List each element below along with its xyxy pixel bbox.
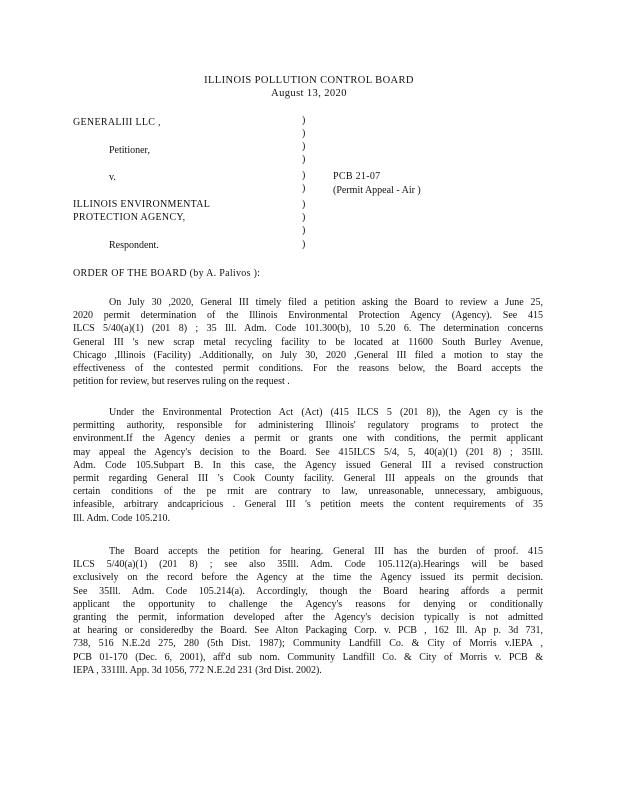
text-line: General III 's new scrap metal recycling facility to be located at 11600 South Burley Avenue, [73,336,543,348]
text-line: at hearing or consideredby the Board. See Alton Packaging Corp. v. PCB , 162 Ill. Ap p. 3d 731, [73,625,543,637]
text-line: environment.If the Agency denies a permit or grants one with conditions, the permit applicant [73,433,543,445]
petitioner-name: GENERALIII LLC , [73,117,161,128]
text-line: On July 30 ,2020, General III timely filed a petition asking the Board to review a June 25, [109,297,543,308]
text-line: IEPA , 331Ill. App. 3d 1056, 772 N.E.2d 231 (3rd Dist. 2002). [73,664,322,676]
text-line: certain conditions of the pe rmit are contrary to law, unreasonable, unnecessary, ambiguous, [73,486,543,498]
order-date: August 13, 2020 [271,88,347,99]
text-line: The Board accepts the petition for hearing. General III has the burden of proof. 415 [109,546,543,557]
text-line: permitting authority, responsible for administering Illinois' regulatory programs to protect the [73,420,543,432]
text-line: Adm. Code 105.Subpart B. In this case, the Agency issued General III a revised construction [73,459,543,471]
paragraph-3 [73,545,543,677]
board-heading: ILLINOIS POLLUTION CONTROL BOARD [204,75,414,86]
text-line: 2020 permit determination of the Illinois Environmental Protection Agency (Agency). See 415 [73,310,543,322]
caption-paren: ) [302,225,306,236]
respondent-name-line1: ILLINOIS ENVIRONMENTAL [73,199,211,210]
paragraph-2 [73,406,543,525]
respondent-name-line2: PROTECTION AGENCY, [73,212,186,223]
text-line: infeasible, arbitrary andcapricious . General III 's petition meets the content requirements of 35 [73,499,543,511]
text-line: Under the Environmental Protection Act (Act) (415 ILCS 5 (201 8)), the Agen cy is the [109,407,543,418]
caption-paren: ) [302,199,306,210]
text-line: ILCS 5/40(a)(1) (201 8) ; see also 35Ill. Adm. Code 105.112(a).Hearings will be based [73,559,543,571]
text-line: granting the permit, information developed after the Agency's decision typically is not admitted [73,612,543,624]
text-line: exclusively on the record before the Agency at the time the Agency issued its permit decision. [73,572,543,584]
versus-label: v. [109,172,116,183]
text-line: petition for review, but reserves ruling on the request . [73,376,290,388]
text-line: Chicago ,Illinois (Facility) .Additionally, on July 30, 2020 ,General III filed a motion to stay the [73,349,543,361]
caption-paren: ) [302,212,306,223]
case-number: PCB 21-07 [333,171,381,182]
text-line: effectiveness of the contested permit conditions. For the reasons below, the Board accepts the [73,363,543,375]
text-line: Ill. Adm. Code 105.210. [73,512,170,524]
caption-paren: ) [302,239,306,250]
case-type: (Permit Appeal - Air ) [333,185,421,196]
caption-paren: ) [302,183,306,194]
text-line: may appeal the Agency's decision to the Board. See 415ILCS 5/4, 5, 40(a)(1) (201 8) ; 35Ill. [73,446,543,458]
petitioner-role: Petitioner, [109,145,150,156]
paragraph-1 [73,296,543,388]
text-line: See 35Ill. Adm. Code 105.214(a). Accordingly, though the Board hearing affords a permit [73,585,543,597]
caption-paren: ) [302,115,306,126]
respondent-role: Respondent. [109,240,159,251]
text-line: permit regarding General III 's Cook County facility. General III appeals on the grounds that [73,473,543,485]
text-line: applicant the opportunity to challenge the Agency's reasons for denying or conditionally [73,598,543,610]
caption-paren: ) [302,128,306,139]
text-line: 738, 516 N.E.2d 275, 280 (5th Dist. 1987); Community Landfill Co. & City of Morris v.IEPA , [73,638,543,650]
text-line: PCB 01-170 (Dec. 6, 2001), aff'd sub nom. Community Landfill Co. & City of Morris v. PCB & [73,651,543,663]
text-line: ILCS 5/40(a)(1) (201 8) ; 35 Ill. Adm. Code 101.300(b), 10 5.20 6. The determination concerns [73,323,543,335]
caption-paren: ) [302,154,306,165]
caption-paren: ) [302,170,306,181]
order-heading: ORDER OF THE BOARD (by A. Palivos ): [73,268,261,279]
caption-paren: ) [302,141,306,152]
